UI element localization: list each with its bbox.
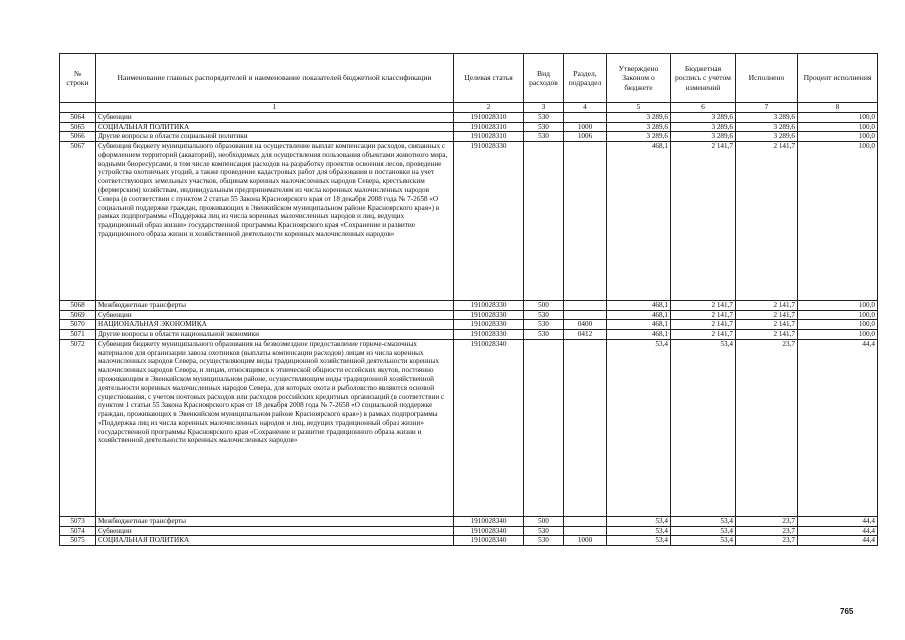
- row-percent: 100,0: [798, 310, 878, 320]
- row-name: Межбюджетные трансферты: [96, 516, 454, 526]
- column-number: [60, 103, 96, 113]
- row-target: 1910028310: [454, 132, 524, 142]
- row-executed: 2 141,7: [736, 320, 798, 330]
- table-row: [60, 113, 878, 123]
- row-exp-type: 530: [524, 122, 564, 132]
- row-name: СОЦИАЛЬНАЯ ПОЛИТИКА: [96, 536, 454, 546]
- row-name: Субвенции: [96, 310, 454, 320]
- row-exp-type: 530: [524, 536, 564, 546]
- table-row: [60, 122, 878, 132]
- row-target: 1910028330: [454, 330, 524, 340]
- header-approved: Утверждено Законом о бюджете: [607, 54, 671, 103]
- row-budget-list: 3 289,6: [671, 132, 736, 142]
- row-budget-list: 2 141,7: [671, 330, 736, 340]
- row-percent: 100,0: [798, 301, 878, 311]
- row-executed: 3 289,6: [736, 132, 798, 142]
- row-exp-type: 500: [524, 516, 564, 526]
- row-name: Другие вопросы в области национальной экономики: [96, 330, 454, 340]
- page-number: 765: [840, 607, 854, 616]
- row-target: 1910028340: [454, 516, 524, 526]
- row-number: 5070: [60, 320, 96, 330]
- row-executed: 2 141,7: [736, 301, 798, 311]
- row-exp-type: [524, 142, 564, 301]
- header-section: Раздел, подраздел: [564, 54, 607, 103]
- row-section: [564, 113, 607, 123]
- row-approved: 53,4: [607, 526, 671, 536]
- row-executed: 23,7: [736, 526, 798, 536]
- row-executed: 23,7: [736, 339, 798, 516]
- column-number: 6: [671, 103, 736, 113]
- row-approved: 468,1: [607, 142, 671, 301]
- row-number: 5074: [60, 526, 96, 536]
- row-name: Субвенция бюджету муниципального образования на осуществление выплат компенсации расходов, связанных с оформлением территорий (акваторий), необходимых для осуществления пользования объектами животного мира, водными биоресурсами, в том числе компенсация расходов на разработку проектов освоения лесов, проведение устройства охотничьих угодий, а также проведение кадастровых работ для образования и постановки на учет соответствующих земельных участков, общинам коренных малочисленных народов Севера, крестьянским (фермерским) хозяйствам, индивидуальным предпринимателям из числа коренных малочисленных народов Севера (в соответствии с пунктом 2 статьи 55 Закона Красноярского края от 18 декабря 2008 года № 7-2658 «О социальной поддержке граждан, проживающих в Эвенкийском муниципальном районе Красноярского края») в рамках подпрограммы «Поддержка лиц из числа коренных малочисленных народов и лиц, ведущих традиционный образ жизни» государственной программы Красноярского края «Сохранение и развитие традиционного образа жизни и хозяйственной деятельности коренных малочисленных народов»: [96, 142, 454, 301]
- row-number: 5068: [60, 301, 96, 311]
- row-section: [564, 310, 607, 320]
- row-name: Субвенция бюджету муниципального образования на безвозмездное предоставление горюче-смазочных материалов для организации завоза охотников (выплаты компенсации расходов) лицам из числа коренных малочисленных народов Севера, осуществляющим виды традиционной хозяйственной деятельности коренных малочисленных народов Севера, и лицам, относящимся к этнической общности ессейских якутов, постоянно проживающим в Эвенкийском муниципальном районе, осуществляющим виды традиционной хозяйственной деятельности коренных малочисленных народов Севера, для которых охота и рыболовство являются основой существования, с учетом почтовых расходов или расходов российских кредитных организаций (в соответствии с пунктом 1 статьи 55 Закона Красноярского края от 18 декабря 2008 года № 7-2658 «О социальной поддержке граждан, проживающих в Эвенкийском муниципальном районе Красноярского края») в рамках подпрограммы «Поддержка лиц из числа коренных малочисленных народов и лиц, ведущих традиционный образ жизни» государственной программы Красноярского края «Сохранение и развитие традиционного образа жизни и хозяйственной деятельности коренных малочисленных народов»: [96, 339, 454, 516]
- row-approved: 3 289,6: [607, 132, 671, 142]
- row-section: [564, 526, 607, 536]
- budget-table: [59, 53, 878, 546]
- row-number: 5067: [60, 142, 96, 301]
- row-number: 5071: [60, 330, 96, 340]
- row-section: 1000: [564, 122, 607, 132]
- row-percent: 100,0: [798, 113, 878, 123]
- row-section: 1000: [564, 536, 607, 546]
- row-name: Субвенции: [96, 526, 454, 536]
- row-target: 1910028340: [454, 536, 524, 546]
- row-target: 1910028330: [454, 320, 524, 330]
- row-section: 0412: [564, 330, 607, 340]
- row-budget-list: 53,4: [671, 536, 736, 546]
- row-number: 5073: [60, 516, 96, 526]
- row-executed: 2 141,7: [736, 330, 798, 340]
- row-target: 1910028310: [454, 113, 524, 123]
- row-name: НАЦИОНАЛЬНАЯ ЭКОНОМИКА: [96, 320, 454, 330]
- table-row: [60, 301, 878, 311]
- row-target: 1910028340: [454, 526, 524, 536]
- row-exp-type: 530: [524, 330, 564, 340]
- row-approved: 53,4: [607, 339, 671, 516]
- table-row: [60, 339, 878, 516]
- row-approved: 468,1: [607, 330, 671, 340]
- header-budget-list: Бюджетная роспись с учетом изменений: [671, 54, 736, 103]
- row-target: 1910028340: [454, 339, 524, 516]
- table-row: [60, 516, 878, 526]
- row-percent: 100,0: [798, 132, 878, 142]
- row-budget-list: 53,4: [671, 339, 736, 516]
- row-approved: 3 289,6: [607, 113, 671, 123]
- column-number: 1: [96, 103, 454, 113]
- row-percent: 100,0: [798, 320, 878, 330]
- row-budget-list: 2 141,7: [671, 320, 736, 330]
- column-number: 8: [798, 103, 878, 113]
- row-name: СОЦИАЛЬНАЯ ПОЛИТИКА: [96, 122, 454, 132]
- row-exp-type: 530: [524, 320, 564, 330]
- row-number: 5069: [60, 310, 96, 320]
- row-target: 1910028310: [454, 122, 524, 132]
- row-executed: 3 289,6: [736, 122, 798, 132]
- header-percent: Процент исполнения: [798, 54, 878, 103]
- row-name: Межбюджетные трансферты: [96, 301, 454, 311]
- row-percent: 100,0: [798, 330, 878, 340]
- header-target: Целевая статья: [454, 54, 524, 103]
- row-name: Субвенции: [96, 113, 454, 123]
- table-row: [60, 132, 878, 142]
- row-executed: 23,7: [736, 516, 798, 526]
- row-percent: 44,4: [798, 339, 878, 516]
- column-number-row: [60, 103, 878, 113]
- row-executed: 23,7: [736, 536, 798, 546]
- header-exp-type: Вид расходов: [524, 54, 564, 103]
- row-approved: 3 289,6: [607, 122, 671, 132]
- row-exp-type: 530: [524, 113, 564, 123]
- row-number: 5066: [60, 132, 96, 142]
- row-target: 1910028330: [454, 142, 524, 301]
- row-name: Другие вопросы в области социальной политики: [96, 132, 454, 142]
- table-row: [60, 142, 878, 301]
- row-approved: 53,4: [607, 536, 671, 546]
- row-budget-list: 3 289,6: [671, 122, 736, 132]
- row-number: 5064: [60, 113, 96, 123]
- table-row: [60, 310, 878, 320]
- row-executed: 2 141,7: [736, 310, 798, 320]
- row-percent: 44,4: [798, 536, 878, 546]
- row-budget-list: 3 289,6: [671, 113, 736, 123]
- column-number: 7: [736, 103, 798, 113]
- row-number: 5072: [60, 339, 96, 516]
- table-row: [60, 330, 878, 340]
- row-number: 5075: [60, 536, 96, 546]
- row-exp-type: 530: [524, 132, 564, 142]
- row-approved: 468,1: [607, 310, 671, 320]
- row-section: [564, 142, 607, 301]
- row-percent: 44,4: [798, 516, 878, 526]
- row-percent: 44,4: [798, 526, 878, 536]
- header-executed: Исполнено: [736, 54, 798, 103]
- row-percent: 100,0: [798, 142, 878, 301]
- row-section: [564, 301, 607, 311]
- row-executed: 3 289,6: [736, 113, 798, 123]
- row-exp-type: 500: [524, 301, 564, 311]
- column-number: 5: [607, 103, 671, 113]
- row-executed: 2 141,7: [736, 142, 798, 301]
- column-number: 4: [564, 103, 607, 113]
- row-budget-list: 53,4: [671, 516, 736, 526]
- row-target: 1910028330: [454, 301, 524, 311]
- column-number: 3: [524, 103, 564, 113]
- row-target: 1910028330: [454, 310, 524, 320]
- table-row: [60, 320, 878, 330]
- row-budget-list: 2 141,7: [671, 142, 736, 301]
- row-section: [564, 339, 607, 516]
- header-row: [60, 54, 878, 103]
- row-approved: 468,1: [607, 320, 671, 330]
- row-exp-type: 530: [524, 310, 564, 320]
- row-percent: 100,0: [798, 122, 878, 132]
- row-exp-type: [524, 339, 564, 516]
- table-row: [60, 526, 878, 536]
- row-number: 5065: [60, 122, 96, 132]
- column-number: 2: [454, 103, 524, 113]
- row-budget-list: 2 141,7: [671, 310, 736, 320]
- row-approved: 53,4: [607, 516, 671, 526]
- row-exp-type: 530: [524, 526, 564, 536]
- header-name: Наименование главных распорядителей и наименование показателей бюджетной классификации: [96, 54, 454, 103]
- row-approved: 468,1: [607, 301, 671, 311]
- row-budget-list: 53,4: [671, 526, 736, 536]
- row-section: [564, 516, 607, 526]
- header-row-no: № строки: [60, 54, 96, 103]
- row-budget-list: 2 141,7: [671, 301, 736, 311]
- row-section: 0400: [564, 320, 607, 330]
- row-section: 1006: [564, 132, 607, 142]
- table-row: [60, 536, 878, 546]
